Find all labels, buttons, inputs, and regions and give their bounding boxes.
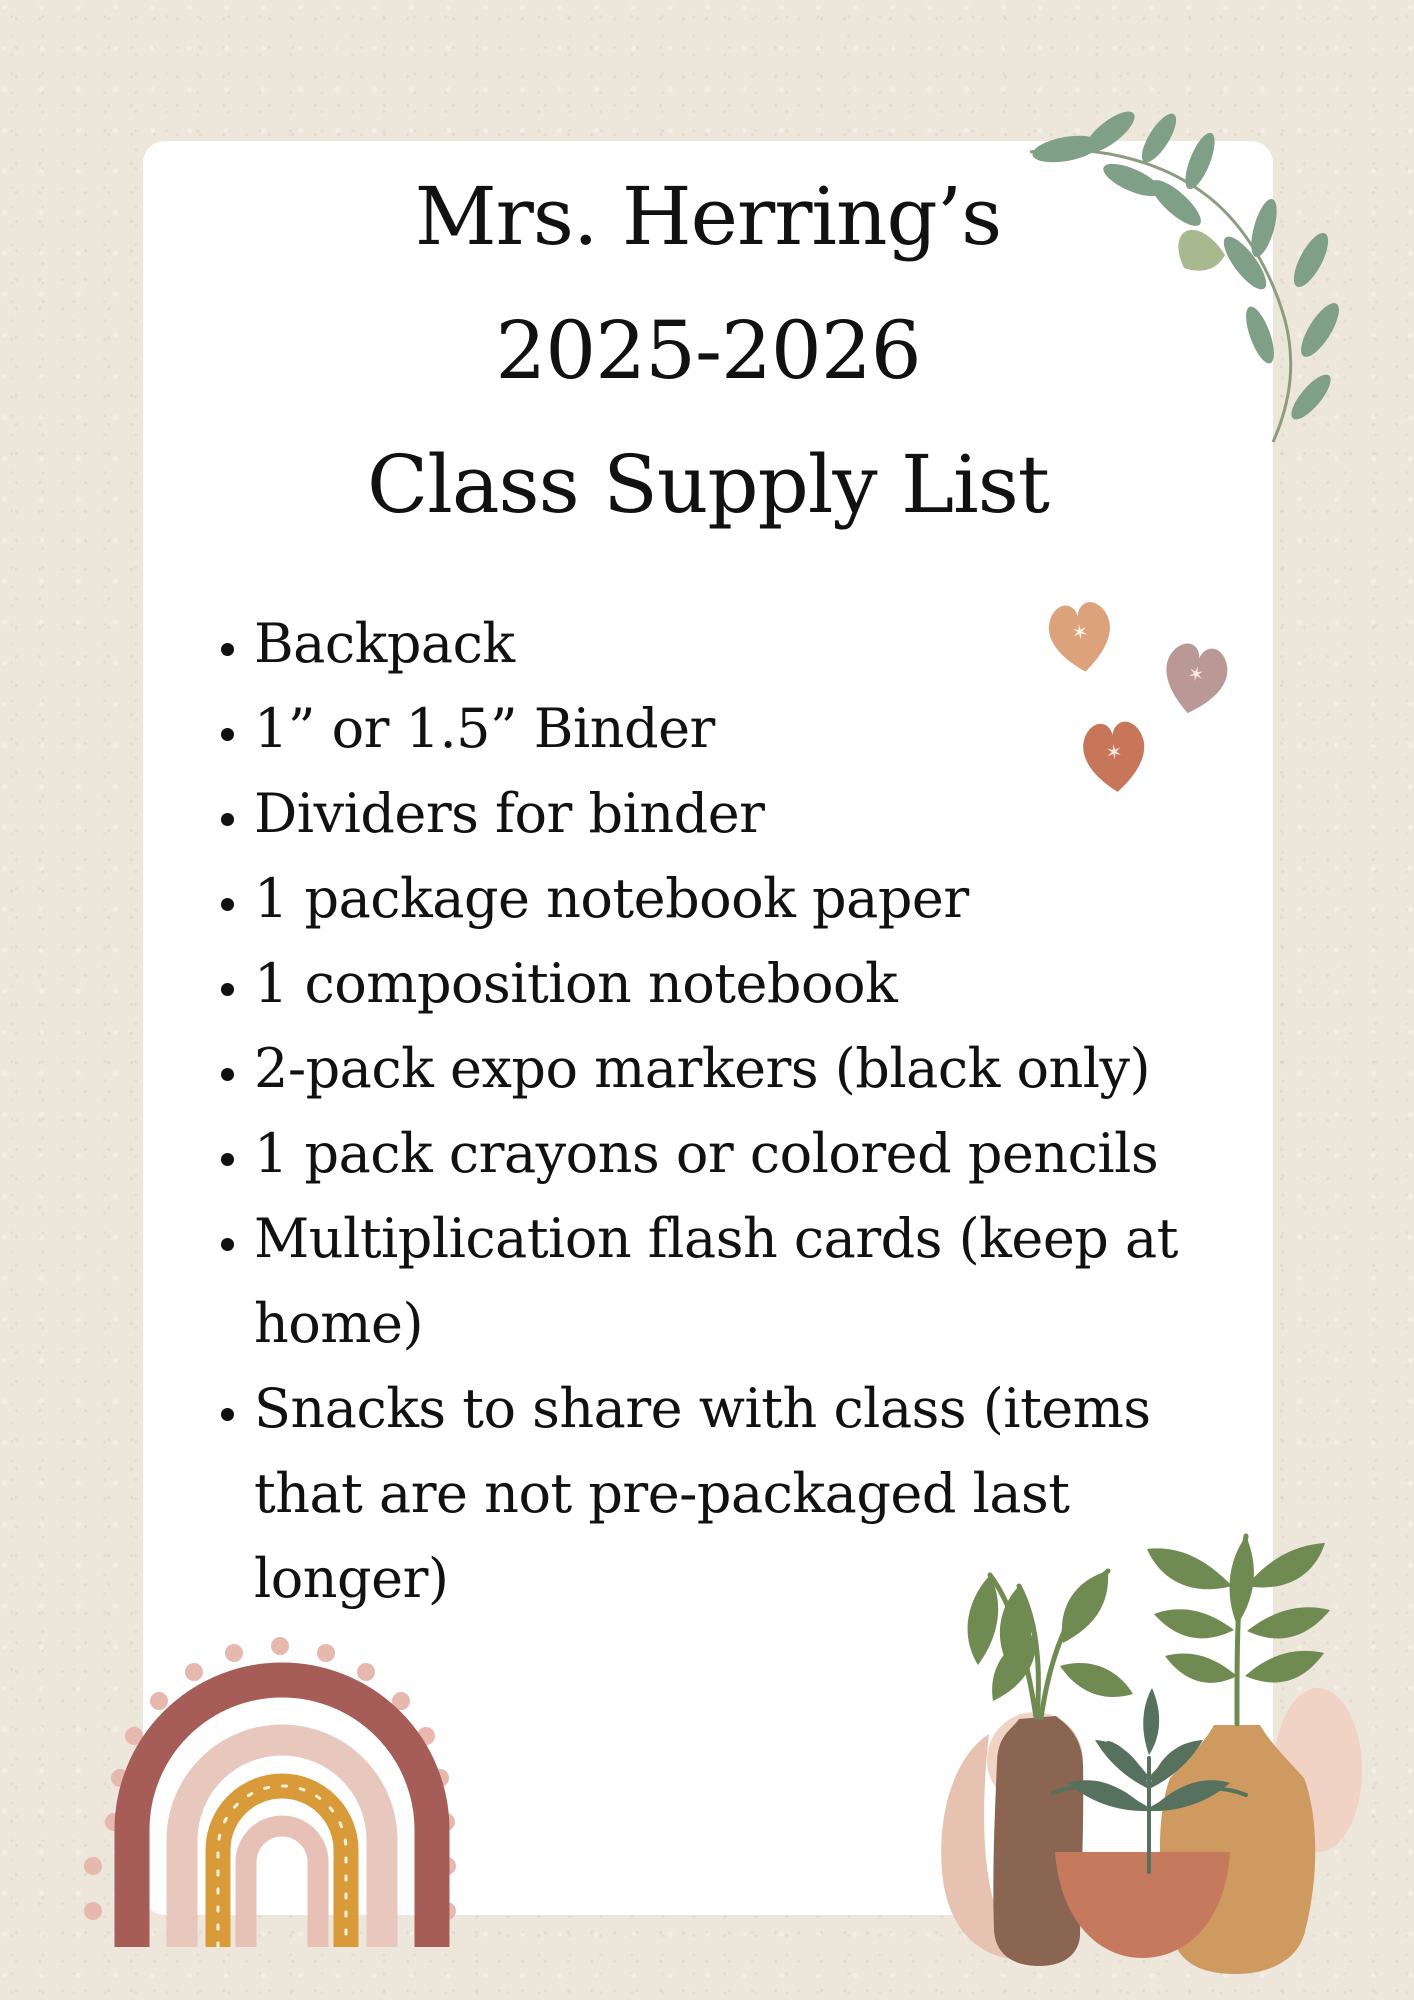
list-item: • Multiplication flash cards (keep at home) bbox=[254, 1196, 1254, 1366]
list-item: • 1 package notebook paper bbox=[254, 856, 1254, 941]
title-line-subject: Class Supply List bbox=[367, 438, 1049, 531]
list-item: • 1” or 1.5” Binder bbox=[254, 686, 1254, 771]
hearts-icon bbox=[1040, 592, 1240, 812]
list-item: • Snacks to share with class (items that are not pre-packaged last longer) bbox=[254, 1366, 1254, 1621]
list-item: • 2-pack expo markers (black only) bbox=[254, 1026, 1254, 1111]
potted-plants-icon bbox=[930, 1480, 1385, 1980]
list-item: • Backpack bbox=[254, 601, 1254, 686]
svg-text:✶: ✶ bbox=[1185, 660, 1207, 688]
svg-text:✶: ✶ bbox=[1070, 618, 1090, 646]
list-item: • Dividers for binder bbox=[254, 771, 1254, 856]
boho-rainbow-icon bbox=[80, 1630, 490, 1970]
title-line-teacher: Mrs. Herring’s bbox=[414, 170, 1002, 263]
eucalyptus-branch-icon bbox=[1020, 110, 1370, 460]
svg-text:✶: ✶ bbox=[1104, 739, 1124, 765]
list-item: • 1 composition notebook bbox=[254, 941, 1254, 1026]
title-line-year: 2025-2026 bbox=[495, 304, 921, 397]
list-item: • 1 pack crayons or colored pencils bbox=[254, 1111, 1254, 1196]
